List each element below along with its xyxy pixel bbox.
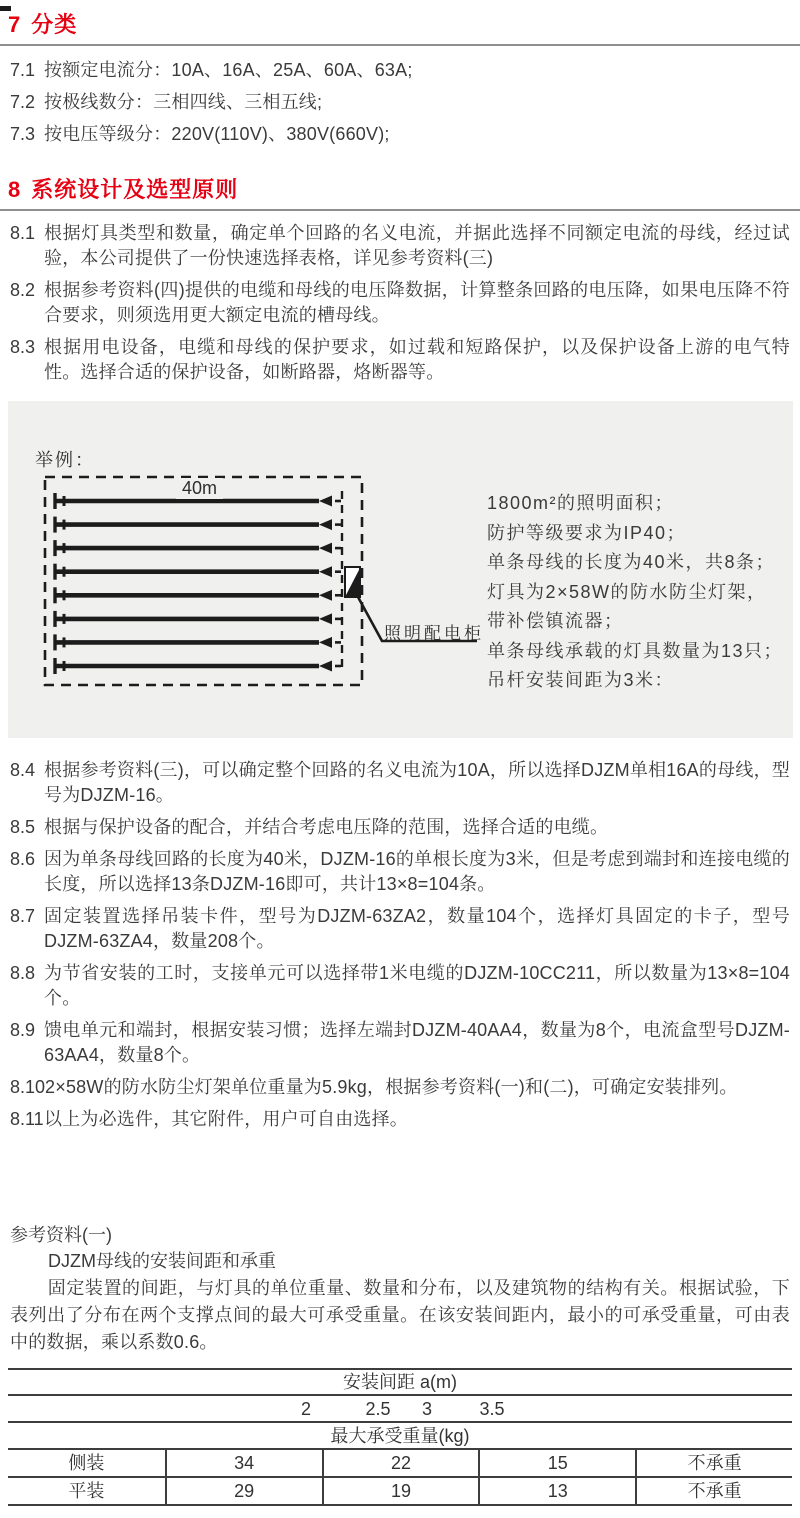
item-text: 根据与保护设备的配合，并结合考虑电压降的范围，选择合适的电缆。	[44, 817, 609, 837]
busbar-line	[55, 611, 341, 627]
item-text: 根据参考资料(三)，可以确定整个回路的名义电流为10A，所以选择DJZM单相16A的母线，型号为DJZM-16。	[44, 760, 790, 805]
spec-line: 带补偿镇流器；	[487, 611, 624, 631]
row-label: 侧装	[68, 1453, 105, 1473]
busbar-line	[55, 517, 341, 533]
cabinet-symbol-icon	[345, 567, 360, 597]
table-header-weight: 最大承受重量(kg)	[8, 1423, 792, 1450]
list-item	[10, 904, 790, 954]
list-item	[10, 815, 790, 840]
item-number: 7.2	[10, 92, 36, 112]
cell-value: 22	[322, 1450, 479, 1476]
scan-edge-mark	[0, 6, 11, 11]
example-specs	[487, 489, 783, 696]
reference-block	[10, 1222, 790, 1356]
list-item	[10, 335, 790, 385]
list-item	[10, 1075, 790, 1100]
reference-paragraph: 固定装置的间距，与灯具的单位重量、数量和分布，以及建筑物的结构有关。根据试验，下表列出了分布在两个支撑点间的最大可承受重量。在该安装间距内，最小的可承受重量，可由表中的数据，乘以系数0.6。	[10, 1278, 790, 1352]
item-number: 8.6	[10, 849, 36, 869]
list-item	[10, 758, 790, 808]
section-8-heading	[0, 171, 800, 211]
list-item	[10, 1107, 790, 1132]
example-label: 举例：	[35, 450, 95, 470]
spacing-value: 3	[421, 1399, 433, 1419]
section-8-items-after	[10, 758, 790, 1132]
spec-line: 防护等级要求为IP40；	[487, 522, 687, 543]
busbar-line	[55, 634, 341, 650]
busbar-lines	[55, 493, 341, 674]
catalog-page	[0, 6, 800, 1518]
spec-line: 1800m²的照明面积；	[487, 493, 675, 513]
cell-value: 不承重	[635, 1478, 792, 1504]
item-text: 馈电单元和端封，根据安装习惯；选择左端封DJZM-40AA4，数量为8个，电流盒型号DJZM-63AA4，数量8个。	[44, 1020, 790, 1065]
list-item	[10, 847, 790, 897]
item-text: 因为单条母线回路的长度为40米，DJZM-16的单根长度为3米，但是考虑到端封和连接电缆的长度，所以选择13条DJZM-16即可，共计13×8=104条。	[44, 849, 790, 894]
section-8-items	[10, 221, 790, 385]
busbar-line	[55, 564, 341, 580]
table-spacing-row	[8, 1396, 792, 1423]
item-number: 8.9	[10, 1020, 36, 1040]
cell-value: 34	[165, 1450, 322, 1476]
reference-title: 参考资料(一)	[10, 1225, 112, 1245]
list-item	[10, 221, 790, 271]
spec-line: 单条母线的长度为40米，共8条；	[487, 552, 776, 572]
item-number: 8.10	[10, 1077, 46, 1097]
list-item	[10, 58, 790, 83]
item-text: 按极线数分：三相四线、三相五线;	[44, 92, 323, 112]
item-text: 以上为必选件，其它附件，用户可自由选择。	[44, 1109, 408, 1129]
spec-line: 吊杆安装间距为3米：	[487, 670, 675, 690]
room-outline	[45, 477, 362, 685]
spec-line: 灯具为2×58W的防水防尘灯架，	[487, 581, 767, 602]
section-8-title: 系统设计及选型原则	[31, 177, 239, 202]
item-number: 8.11	[10, 1109, 44, 1129]
item-number: 7.3	[10, 124, 36, 144]
section-7-heading	[0, 6, 800, 46]
item-text: 根据用电设备，电缆和母线的保护要求，如过载和短路保护，以及保护设备上游的电气特性。选择合适的保护设备，如断路器，烙断器等。	[44, 337, 790, 382]
list-item	[10, 1018, 790, 1068]
item-text: 根据参考资料(四)提供的电缆和母线的电压降数据，计算整条回路的电压降，如果电压降不符合要求，则须选用更大额定电流的槽母线。	[44, 280, 790, 325]
example-box	[8, 401, 793, 738]
item-text: 根据灯具类型和数量，确定单个回路的名义电流，并据此选择不同额定电流的母线，经过试验，本公司提供了一份快速选择表格，详见参考资料(三)	[44, 223, 790, 268]
item-number: 8.1	[10, 223, 36, 243]
table-row	[8, 1478, 792, 1506]
reference-subtitle: DJZM母线的安装间距和承重	[48, 1251, 276, 1271]
busbar-line	[55, 658, 341, 674]
busbar-line	[55, 587, 341, 603]
dimension-label: 40m	[176, 478, 223, 499]
cell-value: 19	[322, 1478, 479, 1504]
item-number: 7.1	[10, 60, 36, 80]
item-number: 8.5	[10, 817, 36, 837]
list-item	[10, 278, 790, 328]
busbar-line	[55, 540, 341, 556]
item-text: 2×58W的防水防尘灯架单位重量为5.9kg，根据参考资料(一)和(二)，可确定安装排列。	[45, 1077, 738, 1097]
table-row	[8, 1450, 792, 1478]
list-item	[10, 961, 790, 1011]
spacing-value: 2	[300, 1399, 312, 1419]
item-text: 按额定电流分：10A、16A、25A、60A、63A;	[44, 60, 413, 80]
spacing-value: 3.5	[479, 1399, 505, 1419]
item-text: 为节省安装的工时，支接单元可以选择带1米电缆的DJZM-10CC211，所以数量为13×8=104个。	[44, 963, 790, 1008]
item-number: 8.7	[10, 906, 36, 926]
item-number: 8.2	[10, 280, 36, 300]
table-header-spacing: 安装间距 a(m)	[8, 1370, 792, 1396]
item-number: 8.8	[10, 963, 36, 983]
cell-value: 不承重	[635, 1450, 792, 1476]
cell-value: 29	[165, 1478, 322, 1504]
cell-value: 15	[478, 1450, 635, 1476]
item-number: 8.3	[10, 337, 36, 357]
section-7-number: 7	[8, 12, 22, 37]
section-7-items	[10, 58, 790, 147]
list-item	[10, 122, 790, 147]
section-7-title: 分类	[31, 12, 78, 37]
row-label: 平装	[68, 1481, 105, 1501]
item-text: 固定装置选择吊装卡件，型号为DJZM-63ZA2，数量104个，选择灯具固定的卡子，型号DJZM-63ZA4，数量208个。	[44, 906, 790, 951]
cell-value: 13	[478, 1478, 635, 1504]
list-item	[10, 90, 790, 115]
weight-table	[8, 1368, 792, 1506]
section-8-number: 8	[8, 177, 22, 202]
spec-line: 单条母线承载的灯具数量为13只；	[487, 640, 784, 661]
cabinet-label: 照明配电柜	[384, 624, 484, 643]
item-text: 按电压等级分：220V(110V)、380V(660V);	[44, 124, 390, 144]
spacing-value: 2.5	[365, 1399, 391, 1419]
item-number: 8.4	[10, 760, 36, 780]
